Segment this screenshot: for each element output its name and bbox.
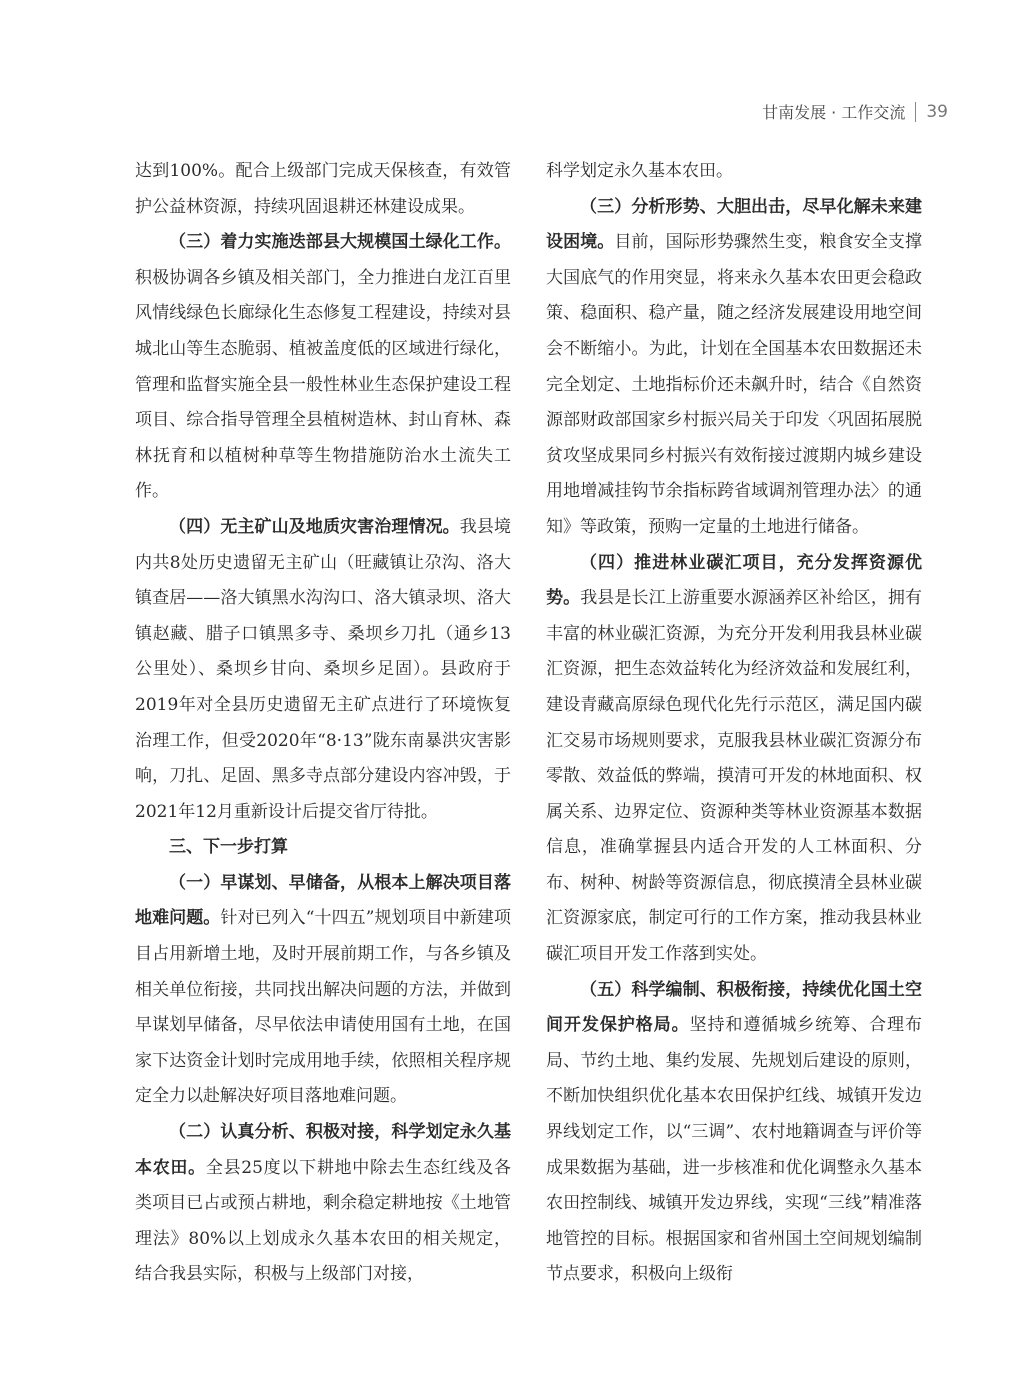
- paragraph: [135, 1115, 511, 1293]
- right-column: [546, 154, 922, 1293]
- paragraph: [135, 225, 511, 510]
- paragraph-text: 达到100%。配合上级部门完成天保核查，有效管护公益林资源，持续巩固退耕还林建设成果。: [135, 161, 511, 217]
- paragraph-lead: （一）早谋划、早储备，从根本上解决项目落地难问题。: [135, 872, 511, 929]
- paragraph-text: 坚持和遵循城乡统筹、合理布局、节约土地、集约发展、先规划后建设的原则，不断加快组织优化基本农田保护红线、城镇开发边界线划定工作，以“三调”、农村地籍调查与评价等成果数据为基础，进一步核准和优化调整永久基本农田控制线、城镇开发边界线，实现“三线”精准落地管控的目标。根据国家和省州国土空间规划编制节点要求，积极向上级衔: [546, 1015, 923, 1285]
- paragraph-text: 全县25度以下耕地中除去生态红线及各类项目已占或预占耕地，剩余稳定耕地按《土地管理法》80%以上划成永久基本农田的相关规定，结合我县实际，积极与上级部门对接，: [135, 1157, 511, 1285]
- journal-section-title: 甘南发展 · 工作交流: [762, 103, 906, 122]
- paragraph-text: 科学划定永久基本农田。: [546, 161, 733, 181]
- paragraph-lead: （五）科学编制、积极衔接，持续优化国土空间开发保护格局。: [546, 979, 922, 1036]
- left-column: [135, 154, 511, 1293]
- paragraph: [546, 973, 922, 1293]
- paragraph-text: 针对已列入“十四五”规划项目中新建项目占用新增土地，及时开展前期工作，与各乡镇及相关单位衔接，共同找出解决问题的方法，并做到早谋划早储备，尽早依法申请使用国有土地，在国家下达资金计划时完成用地手续，依照相关程序规定全力以赴解决好项目落地难问题。: [135, 908, 511, 1107]
- paragraph-lead: （二）认真分析、积极对接，科学划定永久基本农田。: [135, 1122, 511, 1178]
- continued-paragraph: [135, 154, 511, 225]
- paragraph-text: 我县境内共8处历史遗留无主矿山（旺藏镇让尕沟、洛大镇查居——洛大镇黑水沟沟口、洛大镇录坝、洛大镇赵藏、腊子口镇黑多寺、桑坝乡刀扎（通乡13公里处）、桑坝乡甘向、桑坝乡足固）。县政府于2019年对全县历史遗留无主矿点进行了环境恢复治理工作，但受2020年“8·13”陇东南暴洪灾害影响，刀扎、足固、黑多寺点部分建设内容冲毁，于2021年12月重新设计后提交省厅待批。: [135, 516, 512, 822]
- paragraph-lead: （三）分析形势、大胆出击，尽早化解未来建设困境。: [546, 196, 922, 253]
- paragraph-text: 积极协调各乡镇及相关部门，全力推进白龙江百里风情线绿色长廊绿化生态修复工程建设，持续对县城北山等生态脆弱、植被盖度低的区域进行绿化，管理和监督实施全县一般性林业生态保护建设工程项目、综合指导管理全县植树造林、封山育林、森林抚育和以植树种草等生物措施防治水土流失工作。: [135, 267, 511, 502]
- paragraph-text: 目前，国际形势骤然生变，粮食安全支撑大国底气的作用突显，将来永久基本农田更会稳政策、稳面积、稳产量，随之经济发展建设用地空间会不断缩小。为此，计划在全国基本农田数据还未完全划定、土地指标价还未飙升时，结合《自然资源部财政部国家乡村振兴局关于印发〈巩固拓展脱贫攻坚成果同乡村振兴有效衔接过渡期内城乡建设用地增减挂钩节余指标跨省域调剂管理办法〉的通知》等政策，预购一定量的土地进行储备。: [546, 232, 923, 537]
- paragraph-lead: （四）无主矿山及地质灾害治理情况。: [169, 516, 460, 537]
- paragraph-lead: （四）推进林业碳汇项目，充分发挥资源优势。: [546, 552, 922, 609]
- section-heading: 三、下一步打算: [169, 837, 288, 858]
- header-divider: [915, 102, 916, 122]
- paragraph: [546, 190, 922, 546]
- paragraph: [135, 510, 511, 830]
- paragraph-text: 我县是长江上游重要水源涵养区补给区，拥有丰富的林业碳汇资源，为充分开发利用我县林业碳汇资源，把生态效益转化为经济效益和发展红利，建设青藏高原绿色现代化先行示范区，满足国内碳汇交易市场规则要求，克服我县林业碳汇资源分布零散、效益低的弊端，摸清可开发的林地面积、权属关系、边界定位、资源种类等林业资源基本数据信息，准确掌握县内适合开发的人工林面积、分布、树种、树龄等资源信息，彻底摸清全县林业碳汇资源家底，制定可行的工作方案，推动我县林业碳汇项目开发工作落到实处。: [546, 588, 923, 965]
- page-number: 39: [926, 101, 948, 122]
- running-header: [762, 100, 948, 123]
- paragraph: [135, 866, 511, 1115]
- paragraph-lead: （三）着力实施迭部县大规模国土绿化工作。: [169, 232, 511, 253]
- paragraph: [546, 546, 922, 973]
- continued-paragraph: [546, 154, 922, 190]
